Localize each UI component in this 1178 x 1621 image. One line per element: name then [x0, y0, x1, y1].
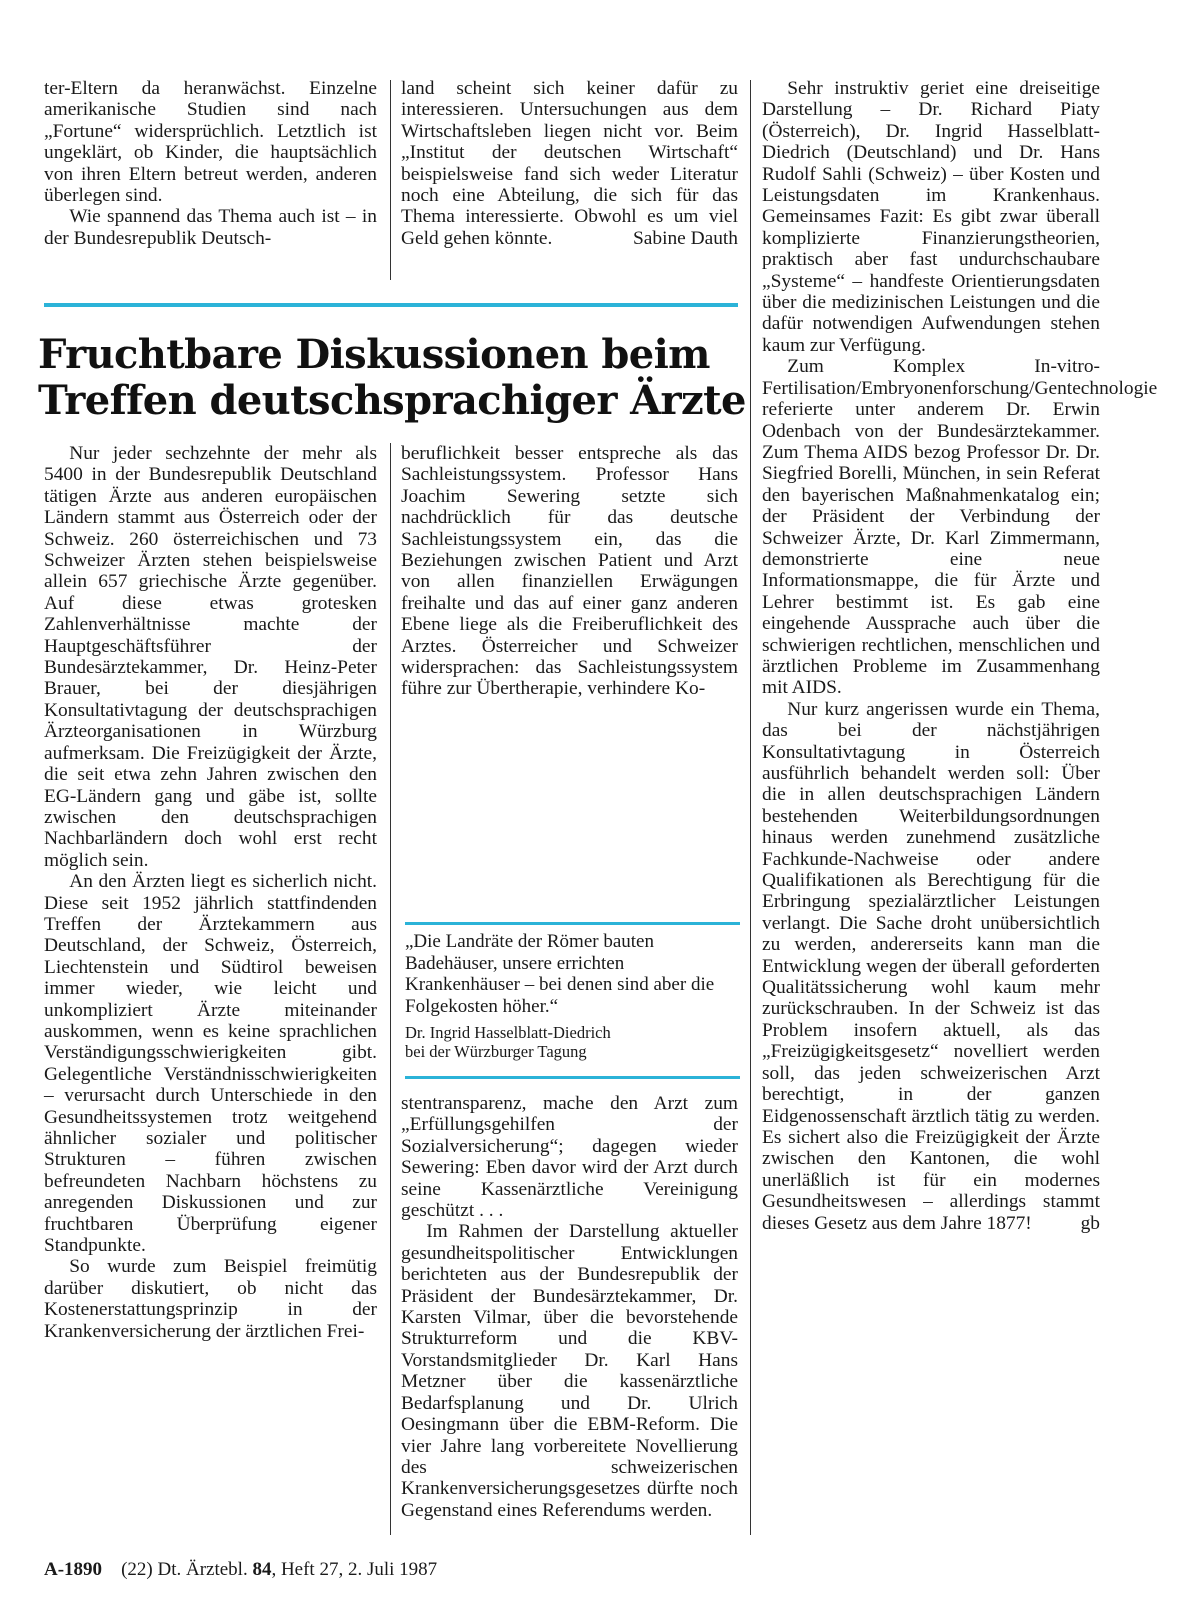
article-author: gb: [1080, 1212, 1100, 1234]
prev-article-paragraph: Wie spannend das Thema auch ist – in der Bundesrepublik Deutsch-: [44, 206, 377, 249]
page-code: A-1890: [44, 1559, 103, 1580]
article-paragraph: beruflichkeit besser entspreche als das Sachleistungssystem. Professor Hans Joachim Sewering setzte sich nachdrücklich für das deutsche Sachleistungssystem ein, das die Beziehungen zwischen Patient und Arzt von allen finanziellen Erwägungen freihalte und das auf einer ganz anderen Ebene liege als die Freiberuflichkeit des Arztes. Österreicher und Schweizer widersprachen: das Sachleistungssystem führe zur Übertherapie, verhindere Ko-: [401, 443, 738, 700]
article-col2-top: [401, 443, 738, 700]
article-paragraph: Sehr instruktiv geriet eine dreiseitige Darstellung – Dr. Richard Piaty (Österreich), Dr. Ingrid Hasselblatt-Diedrich (Deutschland) und Dr. Hans Rudolf Sahli (Schweiz) – über Kosten und Leistungsdaten im Krankenhaus. Gemeinsames Fazit: Es gibt zwar überall komplizierte Finanzierungstheorien, praktisch aber fast undurchschaubare „Systeme“ – handfeste Orientierungsdaten über die medizinischen Leistungen und die dafür notwendigen Aufwendungen stehen kaum zur Verfügung.: [762, 78, 1100, 356]
section-rule: [44, 303, 738, 307]
article-col1: [44, 443, 377, 1342]
pull-quote-text: „Die Landräte der Römer bauten Badehäuser, unsere errichten Krankenhäuser – bei denen sind aber die Folgekosten höher.“: [405, 931, 715, 1017]
prev-article-paragraph: ter-Eltern da heranwächst. Einzelne amerikanische Studien sind nach „Fortune“ widersprüchlich. Letztlich ist ungeklärt, ob Kinder, die hauptsächlich von ihren Eltern betreut werden, anderen überlegen sind.: [44, 78, 377, 207]
article-col2-bottom: [401, 1093, 738, 1521]
pull-quote: [405, 931, 740, 1061]
quote-rule-bottom: [405, 1076, 740, 1079]
column-divider: [390, 80, 391, 280]
article-col3: [762, 78, 1158, 1234]
article-paragraph: An den Ärzten liegt es sicherlich nicht. Diese seit 1952 jährlich stattfindenden Treffen der Ärztekammern aus Deutschland, der Schweiz, Österreich, Liechtenstein und Südtirol beweisen immer wieder, wie leicht und unkompliziert Ärzte miteinander auskommen, wenn es keine sprachlichen Verständigungsschwierigkeiten gibt. Gelegentliche Verständnisschwierigkeiten – verursacht durch Unterschiede in den Gesundheitssystemen trotz weitgehend ähnlicher sozialer und politischer Strukturen – führen zwischen befreundeten Nachbarn höchstens zu anregenden Diskussionen und zur fruchtbaren Überprüfung eigener Standpunkte.: [44, 871, 377, 1257]
journal-volume: 84: [252, 1559, 272, 1580]
quote-rule-top: [405, 922, 740, 925]
article-paragraph: Nur kurz angerissen wurde ein Thema, das bei der nächstjährigen Konsultativtagung in Österreich ausführlich behandelt werden soll: Über die in allen deutschsprachigen Ländern bestehenden Weiterbildungsordnungen hinaus werden zunehmend zusätzliche Fachkunde-Nachweise oder andere Qualifikationen als Berechtigung für die Erbringung spezialärztlicher Leistungen verlangt. Die Sache droht unübersichtlich zu werden, andererseits kann man die Entwicklung wegen der überall geforderten Qualitätssicherung wohl kaum mehr zurückschrauben. In der Schweiz ist das Problem insofern aktuell, als das „Freizügigkeitsgesetz“ novelliert werden soll, das jeden schweizerischen Arzt berechtigt, in der ganzen Eidgenossenschaft ärztlich tätig zu werden. Es sichert also die Freizügigkeit der Ärzte zwischen den Kantonen, die wohl unerläßlich ist für ein modernes Gesundheitswesen – allerdings stammt dieses Gesetz aus dem Jahre 1877! gb: [762, 698, 1100, 1234]
journal-issue: , Heft 27, 2. Juli 1987: [271, 1559, 438, 1580]
prev-article-author: Sabine Dauth: [632, 227, 738, 249]
pull-quote-attribution: Dr. Ingrid Hasselblatt-Diedrich bei der Würzburger Tagung: [405, 1023, 611, 1062]
column-divider: [390, 443, 391, 1535]
prev-article-col2: [401, 78, 738, 249]
column-divider: [750, 80, 751, 1535]
page-footer: [44, 1559, 437, 1581]
journal-name: (22) Dt. Ärztebl.: [121, 1559, 248, 1580]
article-paragraph: stentransparenz, mache den Arzt zum „Erfüllungsgehilfen der Sozialversicherung“; dagegen wieder Sewering: Eben davor wird der Arzt durch seine Kassenärztliche Vereinigung geschützt . . .: [401, 1093, 738, 1222]
article-headline: Fruchtbare Diskussionen beim Treffen deutschsprachiger Ärzte: [38, 331, 746, 424]
prev-article-col1: [44, 78, 377, 249]
article-paragraph: Nur jeder sechzehnte der mehr als 5400 in der Bundesrepublik Deutschland tätigen Ärzte aus anderen europäischen Ländern stammt aus Österreich oder der Schweiz. 260 österreichischen und 73 Schweizer Ärzten stehen beispielsweise allein 657 griechische Ärzte gegenüber. Auf diese etwas grotesken Zahlenverhältnisse machte der Hauptgeschäftsführer der Bundesärztekammer, Dr. Heinz-Peter Brauer, bei der diesjährigen Konsultativtagung der deutschsprachigen Ärzteorganisationen in Würzburg aufmerksam. Die Freizügigkeit der Ärzte, die seit etwa zehn Jahren zwischen den EG-Ländern gang und gäbe ist, sollte zwischen den deutschsprachigen Nachbarländern doch wohl erst recht möglich sein.: [44, 443, 377, 871]
article-paragraph: So wurde zum Beispiel freimütig darüber diskutiert, ob nicht das Kostenerstattungsprinzip in der Krankenversicherung der ärztlichen Frei-: [44, 1256, 377, 1342]
prev-article-paragraph: land scheint sich keiner dafür zu interessieren. Untersuchungen aus dem Wirtschaftsleben liegen nicht vor. Beim „Institut der deutschen Wirtschaft“ beispielsweise fand sich weder Literatur noch eine Abteilung, die sich für das Thema interessierte. Obwohl es um viel Geld gehen könnte. Sabine Dauth: [401, 78, 738, 249]
article-paragraph: Zum Komplex In-vitro-Fertilisation/Embryonenforschung/Gentechnologie referierte unter anderem Dr. Erwin Odenbach von der Bundesärztekammer. Zum Thema AIDS bezog Professor Dr. Dr. Siegfried Borelli, München, in sein Referat den bayerischen Maßnahmenkatalog ein; der Präsident der Verbindung der Schweizer Ärzte, Dr. Karl Zimmermann, demonstrierte eine neue Informationsmappe, die für Ärzte und Lehrer bestimmt ist. Es gab eine eingehende Aussprache auch über die schwierigen rechtlichen, menschlichen und ärztlichen Probleme im Zusammenhang mit AIDS.: [762, 356, 1158, 699]
article-paragraph: Im Rahmen der Darstellung aktueller gesundheitspolitischer Entwicklungen berichteten aus der Bundesrepublik der Präsident der Bundesärztekammer, Dr. Karsten Vilmar, über die bevorstehende Strukturreform und die KBV-Vorstandsmitglieder Dr. Karl Hans Metzner über die kassenärztliche Bedarfsplanung und Dr. Ulrich Oesingmann über die EBM-Reform. Die vier Jahre lang vorbereitete Novellierung des schweizerischen Krankenversicherungsgesetzes dürfte noch Gegenstand eines Referendums werden.: [401, 1221, 738, 1521]
